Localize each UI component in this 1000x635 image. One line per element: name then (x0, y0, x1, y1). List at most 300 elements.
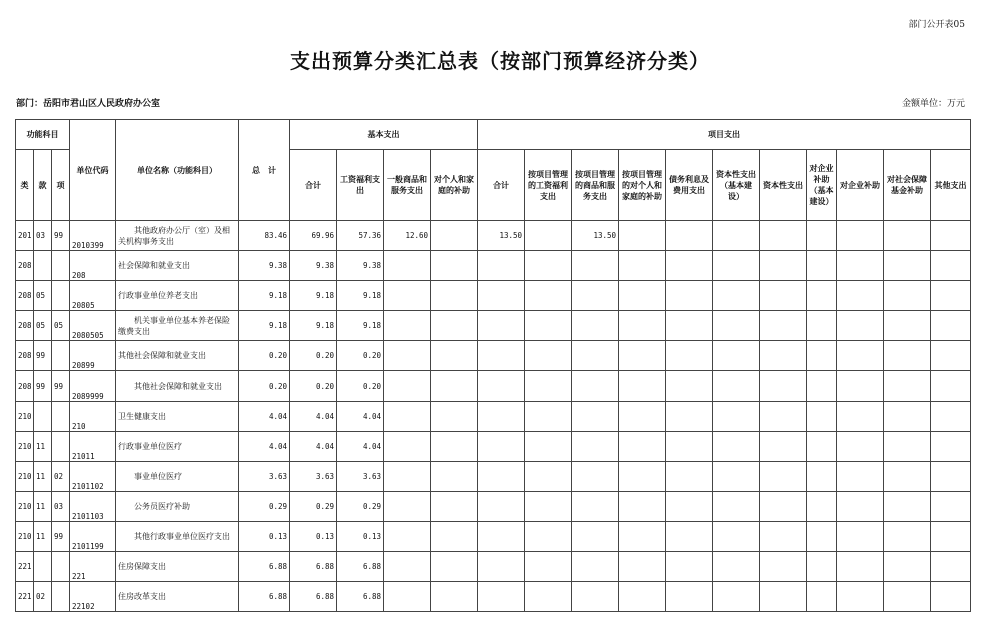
cell-p-goods (572, 251, 619, 281)
cell-empty (931, 552, 971, 582)
cell-b-person (431, 521, 478, 551)
table-row (16, 431, 971, 461)
cell-empty (884, 341, 931, 371)
cell-p-wage (525, 221, 572, 251)
cell-p-total (478, 552, 525, 582)
cell-p-goods (572, 371, 619, 401)
cell-p-goods (572, 431, 619, 461)
cell-name: 住房保障支出 (116, 552, 239, 582)
cell-empty (760, 582, 807, 612)
cell-b-goods (384, 401, 431, 431)
cell-empty (884, 281, 931, 311)
cell-empty (619, 311, 666, 341)
cell-empty (713, 371, 760, 401)
cell-empty (666, 461, 713, 491)
cell-empty (760, 461, 807, 491)
cell-name: 其他行政事业单位医疗支出 (116, 521, 239, 551)
cell-code: 2101103 (70, 491, 116, 521)
cell-total: 3.63 (239, 461, 290, 491)
cell-p-goods (572, 582, 619, 612)
cell-p-total (478, 311, 525, 341)
cell-b-total: 0.29 (290, 491, 337, 521)
cell-p-goods (572, 281, 619, 311)
cell-lei: 208 (16, 341, 34, 371)
cell-kuan (34, 251, 52, 281)
cell-empty (807, 461, 837, 491)
cell-empty (760, 341, 807, 371)
cell-total: 83.46 (239, 221, 290, 251)
cell-p-goods (572, 311, 619, 341)
cell-b-person (431, 221, 478, 251)
cell-empty (666, 491, 713, 521)
cell-kuan: 99 (34, 371, 52, 401)
cell-xiang (52, 431, 70, 461)
cell-name: 其他社会保障和就业支出 (116, 341, 239, 371)
cell-p-wage (525, 341, 572, 371)
cell-kuan: 11 (34, 431, 52, 461)
cell-empty (807, 371, 837, 401)
cell-empty (837, 461, 884, 491)
cell-empty (884, 491, 931, 521)
cell-kuan: 05 (34, 311, 52, 341)
project-col-header: 按项目管理的商品和服务支出 (572, 150, 619, 221)
basic-col-header: 一般商品和服务支出 (384, 150, 431, 221)
cell-code: 2089999 (70, 371, 116, 401)
cell-b-wage: 0.13 (337, 521, 384, 551)
cell-empty (666, 371, 713, 401)
cell-empty (931, 401, 971, 431)
cell-empty (837, 371, 884, 401)
cell-code: 2101199 (70, 521, 116, 551)
cell-xiang (52, 552, 70, 582)
cell-empty (666, 521, 713, 551)
basic-col-header: 合计 (290, 150, 337, 221)
cell-b-wage: 6.88 (337, 582, 384, 612)
cell-empty (760, 221, 807, 251)
cell-empty (760, 311, 807, 341)
cell-empty (666, 311, 713, 341)
cell-p-goods (572, 521, 619, 551)
cell-empty (713, 552, 760, 582)
cell-empty (807, 251, 837, 281)
cell-empty (713, 491, 760, 521)
cell-empty (666, 341, 713, 371)
cell-empty (807, 521, 837, 551)
cell-p-total (478, 251, 525, 281)
table-body (16, 221, 971, 612)
cell-code: 20899 (70, 341, 116, 371)
project-col-header: 按项目管理的对个人和家庭的补助 (619, 150, 666, 221)
project-col-header: 其他支出 (931, 150, 971, 221)
cell-lei: 210 (16, 491, 34, 521)
cell-empty (619, 461, 666, 491)
cell-p-total (478, 431, 525, 461)
cell-p-wage (525, 461, 572, 491)
cell-empty (807, 552, 837, 582)
cell-empty (931, 431, 971, 461)
cell-lei: 208 (16, 251, 34, 281)
cell-empty (713, 221, 760, 251)
cell-code: 20805 (70, 281, 116, 311)
cell-empty (837, 521, 884, 551)
table-row (16, 221, 971, 251)
cell-lei: 210 (16, 521, 34, 551)
cell-empty (760, 431, 807, 461)
cell-xiang: 03 (52, 491, 70, 521)
cell-total: 0.20 (239, 371, 290, 401)
lei-header: 类 (16, 150, 34, 221)
cell-empty (619, 341, 666, 371)
cell-b-person (431, 371, 478, 401)
table-row (16, 491, 971, 521)
cell-empty (807, 221, 837, 251)
cell-empty (807, 582, 837, 612)
cell-empty (884, 461, 931, 491)
cell-kuan: 02 (34, 582, 52, 612)
cell-empty (807, 281, 837, 311)
cell-empty (884, 221, 931, 251)
cell-b-wage: 6.88 (337, 552, 384, 582)
cell-p-wage (525, 582, 572, 612)
cell-p-total: 13.50 (478, 221, 525, 251)
cell-empty (666, 401, 713, 431)
cell-p-total (478, 582, 525, 612)
cell-name: 社会保障和就业支出 (116, 251, 239, 281)
cell-empty (619, 401, 666, 431)
cell-empty (931, 281, 971, 311)
cell-empty (807, 311, 837, 341)
cell-b-total: 4.04 (290, 401, 337, 431)
total-header: 总 计 (239, 120, 290, 221)
cell-code: 221 (70, 552, 116, 582)
cell-b-total: 69.96 (290, 221, 337, 251)
cell-empty (619, 431, 666, 461)
cell-kuan (34, 401, 52, 431)
cell-total: 0.20 (239, 341, 290, 371)
cell-b-total: 0.20 (290, 341, 337, 371)
table-row (16, 401, 971, 431)
cell-p-goods (572, 461, 619, 491)
cell-empty (931, 521, 971, 551)
cell-p-wage (525, 371, 572, 401)
project-col-header: 资本性支出（基本建设） (713, 150, 760, 221)
cell-empty (837, 431, 884, 461)
cell-code: 2101102 (70, 461, 116, 491)
cell-empty (619, 582, 666, 612)
cell-p-goods (572, 401, 619, 431)
cell-b-person (431, 401, 478, 431)
cell-empty (884, 401, 931, 431)
cell-b-wage: 4.04 (337, 401, 384, 431)
cell-empty (666, 251, 713, 281)
cell-empty (807, 431, 837, 461)
cell-lei: 208 (16, 281, 34, 311)
cell-total: 0.29 (239, 491, 290, 521)
cell-empty (666, 552, 713, 582)
cell-p-total (478, 491, 525, 521)
cell-empty (884, 582, 931, 612)
cell-b-wage: 0.29 (337, 491, 384, 521)
cell-b-total: 9.18 (290, 281, 337, 311)
cell-b-total: 9.18 (290, 311, 337, 341)
cell-lei: 208 (16, 371, 34, 401)
cell-b-total: 0.13 (290, 521, 337, 551)
cell-xiang: 02 (52, 461, 70, 491)
cell-name: 其他政府办公厅（室）及相关机构事务支出 (116, 221, 239, 251)
cell-total: 9.38 (239, 251, 290, 281)
cell-xiang (52, 582, 70, 612)
cell-total: 4.04 (239, 401, 290, 431)
cell-code: 2010399 (70, 221, 116, 251)
cell-kuan: 03 (34, 221, 52, 251)
project-col-header: 对社会保障基金补助 (884, 150, 931, 221)
cell-p-wage (525, 431, 572, 461)
cell-b-person (431, 431, 478, 461)
cell-empty (931, 251, 971, 281)
cell-p-total (478, 521, 525, 551)
cell-p-goods: 13.50 (572, 221, 619, 251)
cell-empty (837, 281, 884, 311)
table-row (16, 461, 971, 491)
cell-empty (666, 431, 713, 461)
cell-empty (807, 401, 837, 431)
table-row (16, 251, 971, 281)
cell-code: 21011 (70, 431, 116, 461)
cell-empty (884, 552, 931, 582)
cell-empty (931, 491, 971, 521)
cell-p-total (478, 461, 525, 491)
project-col-header: 合计 (478, 150, 525, 221)
page-title: 支出预算分类汇总表（按部门预算经济分类） (290, 49, 710, 73)
basic-expense-header: 基本支出 (290, 120, 478, 150)
cell-empty (884, 521, 931, 551)
header-row-1 (16, 120, 971, 150)
cell-empty (807, 491, 837, 521)
cell-lei: 201 (16, 221, 34, 251)
cell-b-total: 9.38 (290, 251, 337, 281)
cell-empty (760, 281, 807, 311)
cell-p-goods (572, 491, 619, 521)
cell-b-goods (384, 461, 431, 491)
cell-p-wage (525, 552, 572, 582)
cell-empty (931, 311, 971, 341)
project-col-header: 债务利息及费用支出 (666, 150, 713, 221)
cell-code: 2080505 (70, 311, 116, 341)
cell-b-goods (384, 582, 431, 612)
table-row (16, 311, 971, 341)
cell-b-total: 4.04 (290, 431, 337, 461)
kuan-header: 款 (34, 150, 52, 221)
cell-lei: 208 (16, 311, 34, 341)
xiang-header: 项 (52, 150, 70, 221)
cell-empty (713, 521, 760, 551)
cell-xiang (52, 401, 70, 431)
cell-b-wage: 0.20 (337, 371, 384, 401)
cell-p-total (478, 281, 525, 311)
cell-empty (807, 341, 837, 371)
project-col-header: 对企业补助（基本建设） (807, 150, 837, 221)
cell-empty (713, 311, 760, 341)
cell-b-goods (384, 281, 431, 311)
cell-b-person (431, 341, 478, 371)
cell-empty (884, 311, 931, 341)
cell-xiang: 99 (52, 521, 70, 551)
project-col-header: 对企业补助 (837, 150, 884, 221)
cell-b-wage: 9.18 (337, 311, 384, 341)
cell-p-goods (572, 552, 619, 582)
cell-kuan: 11 (34, 491, 52, 521)
cell-b-goods: 12.60 (384, 221, 431, 251)
cell-empty (931, 341, 971, 371)
cell-empty (931, 371, 971, 401)
cell-name: 事业单位医疗 (116, 461, 239, 491)
cell-empty (837, 582, 884, 612)
cell-b-total: 3.63 (290, 461, 337, 491)
cell-empty (837, 401, 884, 431)
cell-code: 210 (70, 401, 116, 431)
cell-p-wage (525, 281, 572, 311)
cell-name: 机关事业单位基本养老保险缴费支出 (116, 311, 239, 341)
cell-empty (760, 371, 807, 401)
cell-name: 行政事业单位养老支出 (116, 281, 239, 311)
unit-name-header: 单位名称（功能科目） (116, 120, 239, 221)
cell-b-wage: 9.38 (337, 251, 384, 281)
cell-kuan: 05 (34, 281, 52, 311)
table-row (16, 582, 971, 612)
cell-b-person (431, 461, 478, 491)
table-row (16, 371, 971, 401)
cell-b-total: 6.88 (290, 552, 337, 582)
cell-b-wage: 9.18 (337, 281, 384, 311)
cell-b-wage: 57.36 (337, 221, 384, 251)
cell-empty (619, 371, 666, 401)
cell-total: 9.18 (239, 281, 290, 311)
cell-b-goods (384, 431, 431, 461)
cell-empty (713, 281, 760, 311)
basic-col-header: 对个人和家庭的补助 (431, 150, 478, 221)
cell-empty (619, 281, 666, 311)
cell-b-person (431, 311, 478, 341)
cell-name: 行政事业单位医疗 (116, 431, 239, 461)
cell-empty (760, 491, 807, 521)
cell-total: 4.04 (239, 431, 290, 461)
cell-total: 6.88 (239, 552, 290, 582)
cell-lei: 210 (16, 431, 34, 461)
cell-b-person (431, 491, 478, 521)
cell-kuan: 11 (34, 521, 52, 551)
cell-empty (619, 521, 666, 551)
cell-xiang: 05 (52, 311, 70, 341)
cell-b-wage: 0.20 (337, 341, 384, 371)
cell-p-wage (525, 401, 572, 431)
table-row (16, 281, 971, 311)
cell-name: 公务员医疗补助 (116, 491, 239, 521)
cell-b-goods (384, 371, 431, 401)
cell-empty (837, 251, 884, 281)
cell-p-goods (572, 341, 619, 371)
cell-empty (837, 491, 884, 521)
cell-kuan (34, 552, 52, 582)
cell-empty (837, 552, 884, 582)
cell-empty (713, 431, 760, 461)
cell-empty (837, 341, 884, 371)
cell-total: 6.88 (239, 582, 290, 612)
cell-empty (931, 221, 971, 251)
cell-empty (931, 582, 971, 612)
cell-empty (713, 461, 760, 491)
project-col-header: 按项目管理的工资福利支出 (525, 150, 572, 221)
cell-empty (837, 221, 884, 251)
cell-b-goods (384, 341, 431, 371)
cell-p-total (478, 401, 525, 431)
cell-p-wage (525, 491, 572, 521)
cell-b-total: 6.88 (290, 582, 337, 612)
amount-unit-label: 金额单位：万元 (901, 99, 965, 109)
cell-xiang (52, 341, 70, 371)
cell-total: 0.13 (239, 521, 290, 551)
cell-xiang (52, 251, 70, 281)
cell-empty (666, 221, 713, 251)
cell-empty (884, 431, 931, 461)
form-number: 部门公开表05 (908, 20, 965, 30)
cell-empty (760, 401, 807, 431)
cell-b-wage: 3.63 (337, 461, 384, 491)
cell-b-person (431, 281, 478, 311)
cell-name: 其他社会保障和就业支出 (116, 371, 239, 401)
unit-code-header: 单位代码 (70, 120, 116, 221)
project-col-header: 资本性支出 (760, 150, 807, 221)
cell-p-total (478, 371, 525, 401)
cell-empty (619, 251, 666, 281)
cell-empty (760, 521, 807, 551)
cell-lei: 210 (16, 461, 34, 491)
basic-col-header: 工资福利支出 (337, 150, 384, 221)
func-subject-header: 功能科目 (16, 120, 70, 150)
cell-empty (619, 221, 666, 251)
cell-empty (666, 281, 713, 311)
cell-b-person (431, 582, 478, 612)
cell-empty (884, 251, 931, 281)
cell-code: 22102 (70, 582, 116, 612)
cell-xiang: 99 (52, 371, 70, 401)
cell-b-wage: 4.04 (337, 431, 384, 461)
department-label: 部门：岳阳市君山区人民政府办公室 (16, 99, 161, 109)
table-row (16, 341, 971, 371)
cell-empty (666, 582, 713, 612)
cell-b-goods (384, 552, 431, 582)
cell-b-person (431, 251, 478, 281)
cell-empty (713, 582, 760, 612)
cell-empty (760, 552, 807, 582)
cell-name: 住房改革支出 (116, 582, 239, 612)
cell-kuan: 11 (34, 461, 52, 491)
budget-table (15, 119, 971, 612)
cell-empty (713, 251, 760, 281)
cell-lei: 210 (16, 401, 34, 431)
cell-b-person (431, 552, 478, 582)
cell-code: 208 (70, 251, 116, 281)
table-row (16, 552, 971, 582)
cell-p-wage (525, 521, 572, 551)
cell-p-total (478, 341, 525, 371)
cell-b-total: 0.20 (290, 371, 337, 401)
cell-empty (884, 371, 931, 401)
cell-empty (760, 251, 807, 281)
cell-total: 9.18 (239, 311, 290, 341)
cell-b-goods (384, 251, 431, 281)
cell-p-wage (525, 251, 572, 281)
cell-p-wage (525, 311, 572, 341)
